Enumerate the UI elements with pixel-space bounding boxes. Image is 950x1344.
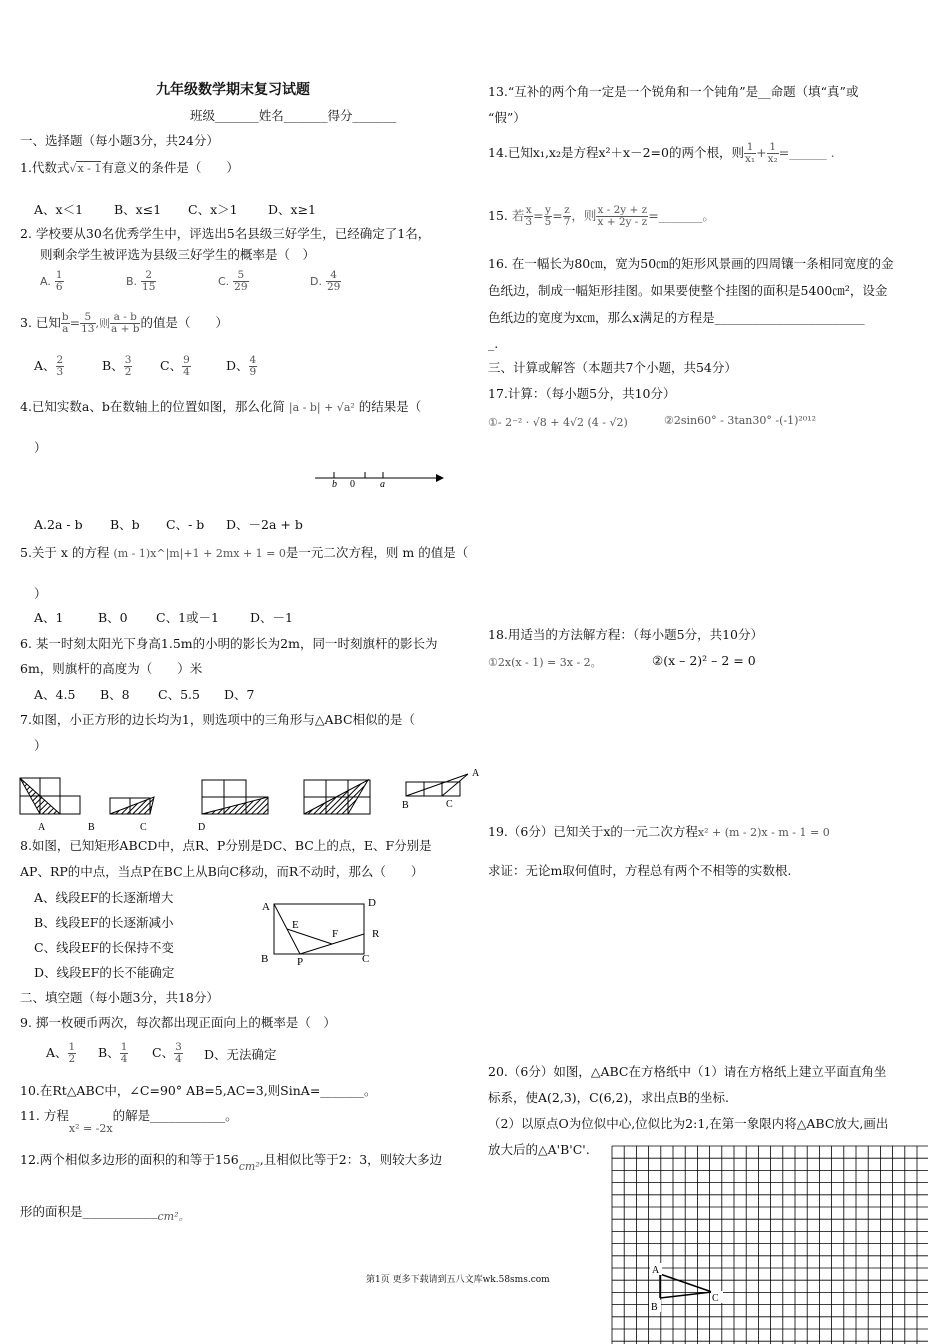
- reference-triangle-abc: [402, 768, 480, 811]
- question-4: 4.已知实数a、b在数轴上的位置如图，那么化简 |a - b| + √a² 的结果是（: [20, 399, 422, 414]
- q1-stem-a: 1.代数式: [20, 160, 70, 175]
- svg-text:F: F: [332, 928, 339, 940]
- svg-text:R: R: [372, 928, 380, 940]
- svg-text:B: B: [402, 800, 409, 811]
- question-16-line3: 色纸边的宽度为x㎝，那么x满足的方程是________________________: [488, 310, 865, 325]
- q17-part-2: ②2sin60° - 3tan30° -(-1)²⁰¹²: [664, 414, 817, 427]
- axis-label-zero: 0: [350, 479, 355, 490]
- q19-expression: x² + (m - 2)x - m - 1 = 0: [697, 826, 830, 839]
- section-fill-heading: 二、填空题（每小题3分，共18分）: [20, 990, 219, 1005]
- question-8-line1: 8.如图，已知矩形ABCD中，点R、P分别是DC、BC上的点，E、F分别是: [20, 838, 432, 853]
- q5-option-d: D、－1: [250, 610, 293, 625]
- page-title: 九年级数学期末复习试题: [156, 82, 310, 98]
- question-6-line2: 6m，则旗杆的高度为（ ）米: [20, 661, 203, 676]
- axis-label-b: b: [332, 479, 337, 490]
- question-16-line1: 16. 在一幅长为80㎝，宽为50㎝的矩形风景画的四周镶一条相同宽度的金: [488, 256, 894, 271]
- q5-option-c: C、1或－1: [156, 610, 219, 625]
- question-20-line3: （2）以原点O为位似中心,位似比为2:1,在第一象限内将△ABC放大,画出: [488, 1116, 889, 1131]
- question-19-line2: 求证：无论m取何值时，方程总有两个不相等的实数根.: [488, 863, 792, 878]
- q5-paren: ）: [34, 586, 47, 601]
- question-1: [20, 160, 239, 175]
- grid-lines: [612, 1146, 928, 1344]
- question-12-line1: 12.两个相似多边形的面积的和等于156cm²,且相似比等于2：3，则较大多边: [20, 1152, 443, 1173]
- q6-option-d: D、7: [224, 687, 255, 702]
- q1-radical: √x - 1: [69, 162, 102, 175]
- q1-stem-b: 有意义的条件是（ ）: [101, 160, 239, 175]
- q5-option-a: A、1: [34, 610, 64, 625]
- q3-option-d: D、 $\frac{4}{9}$: [226, 354, 257, 379]
- q4-option-d: D、－2a + b: [226, 517, 303, 532]
- svg-text:A: A: [262, 901, 270, 913]
- q6-option-b: B、8: [100, 687, 130, 702]
- option-c-figure: [198, 780, 268, 833]
- grid-label-a: A: [652, 1265, 660, 1276]
- question-9: 9. 掷一枚硬币两次，每次都出现正面向上的概率是（ ）: [20, 1015, 336, 1030]
- option-b-figure: [88, 797, 154, 833]
- svg-text:C: C: [446, 799, 453, 810]
- q8-option-c: C、线段EF的长保持不变: [34, 940, 174, 955]
- q1-option-d: D、x≥1: [268, 202, 316, 217]
- q4-option-b: B、b: [110, 517, 140, 532]
- q3-option-b: B、 $\frac{3}{2}$: [102, 354, 132, 379]
- q3-option-c: C、 $\frac{9}{4}$: [160, 354, 190, 379]
- question-13-line2: “假”）: [488, 110, 526, 125]
- q5-option-b: B、0: [98, 610, 128, 625]
- q4-option-a: A.2a - b: [34, 517, 83, 532]
- question-5: 5.关于 x 的方程 (m - 1)x^|m|+1 + 2mx + 1 = 0是一元二次方程，则 m 的值是（: [20, 545, 469, 560]
- rectangle-abcd-figure: [258, 892, 388, 968]
- q2-option-c: C. $\frac{5}{29}$: [218, 269, 248, 294]
- question-16-line2: 色纸边，制成一幅矩形挂图。如果要使整个挂图的面积是5400㎝²，设金: [488, 283, 888, 298]
- q1-option-c: C、x＞1: [188, 202, 238, 217]
- q4-paren: ）: [34, 440, 47, 455]
- question-8-line2: AP、RP的中点，当点P在BC上从B向C移动，而R不动时，那么（ ）: [20, 864, 424, 879]
- question-16-line4: _.: [488, 336, 499, 351]
- question-20-line1: 20.（6分）如图，△ABC在方格纸中（1）请在方格纸上建立平面直角坐: [488, 1064, 887, 1079]
- section-solve-heading: 三、计算或解答（本题共7个小题，共54分）: [488, 360, 737, 375]
- grid-label-c: C: [712, 1293, 719, 1304]
- square-grid-paper: [612, 1146, 928, 1344]
- question-20-line4: 放大后的△A'B'C'.: [488, 1142, 590, 1157]
- q4-expression: |a - b| + √a²: [288, 401, 355, 414]
- q4-option-c: C、- b: [166, 517, 205, 532]
- student-info-line: 班级_______姓名_______得分_______: [190, 108, 397, 123]
- question-17: 17.计算：（每小题5分，共10分）: [488, 386, 676, 401]
- question-6-line1: 6. 某一时刻太阳光下身高1.5m的小明的影长为2m，同一时刻旗杆的影长为: [20, 636, 438, 651]
- svg-text:P: P: [297, 956, 304, 968]
- q9-option-d: D、无法确定: [204, 1047, 277, 1062]
- q1-option-b: B、x≤1: [114, 202, 162, 217]
- question-3: 3. 已知 $\frac{b}{a}$ = $\frac{5}{13}$ ,则 $\frac{a - b}{a + b}$ 的值是（ ）: [20, 311, 228, 336]
- q2-option-d: D. $\frac{4}{29}$: [310, 269, 341, 294]
- question-7: 7.如图，小正方形的边长均为1，则选项中的三角形与△ABC相似的是（: [20, 712, 416, 727]
- q3-option-a: A、 $\frac{2}{3}$: [34, 354, 64, 379]
- q9-option-a: A、 $\frac{1}{2}$: [46, 1041, 76, 1066]
- svg-text:A: A: [472, 768, 480, 779]
- q5-expression: (m - 1)x^|m|+1 + 2mx + 1 = 0: [113, 547, 286, 560]
- question-20-line2: 标系，使A(2,3)，C(6,2)，求出点B的坐标.: [488, 1090, 730, 1105]
- axis-label-a: a: [380, 479, 385, 490]
- q6-option-c: C、5.5: [158, 687, 200, 702]
- q8-option-a: A、线段EF的长逐渐增大: [34, 890, 174, 905]
- q18-part-2: ②(x – 2)² – 2 = 0: [652, 653, 756, 668]
- q2-option-b: B. $\frac{2}{15}$: [126, 269, 156, 294]
- svg-text:D: D: [198, 822, 206, 833]
- question-18: 18.用适当的方法解方程：（每小题5分，共10分）: [488, 627, 763, 642]
- question-12-line2: 形的面积是____________cm²。: [20, 1204, 190, 1223]
- q2-option-a: A. $\frac{1}{6}$: [40, 269, 63, 294]
- question-15: 15. 若 $\frac{x}{3}$ = $\frac{y}{5}$ = $\frac{z}{7}$ ，则 $\frac{x - 2y + z}{x + 2y - z}$ =_______。: [488, 204, 715, 229]
- grid-label-b: B: [651, 1302, 658, 1313]
- question-14: 14.已知x₁,x₂是方程x²＋x－2=0的两个根，则 $\frac{1}{\text{x₁}}$ + $\frac{1}{\text{x₂}}$ =______ .: [488, 141, 835, 166]
- option-d-figure: [304, 780, 370, 814]
- q1-option-a: A、x＜1: [34, 202, 84, 217]
- option-a-figure: [20, 778, 80, 833]
- question-13-line1: 13.“互补的两个角一定是一个锐角和一个钝角”是__命题（填“真”或: [488, 84, 859, 99]
- question-2-line2: 则剩余学生被评选为县级三好学生的概率是（ ）: [40, 247, 316, 262]
- q9-option-b: B、 $\frac{1}{4}$: [98, 1041, 128, 1066]
- section-choice-heading: 一、选择题（每小题3分，共24分）: [20, 133, 219, 148]
- number-line-figure: [310, 464, 445, 492]
- grid-triangle-abc: [649, 1263, 723, 1313]
- q7-paren: ）: [34, 738, 47, 753]
- question-11: 11. 方程x² = -2x的解是____________。: [20, 1108, 238, 1135]
- question-10: 10.在Rt△ABC中，∠C=90° AB=5,AC=3,则SinA=_______。: [20, 1083, 377, 1098]
- page-footer: 第1页 更多下载请到五八文库wk.58sms.com: [366, 1275, 550, 1285]
- question-19: 19.（6分）已知关于x的一元二次方程x² + (m - 2)x - m - 1 = 0: [488, 824, 830, 839]
- similar-triangles-figure: [18, 764, 488, 834]
- svg-text:C: C: [362, 953, 370, 965]
- q8-option-d: D、线段EF的长不能确定: [34, 965, 175, 980]
- svg-text:B: B: [88, 822, 95, 833]
- q17-part-1: ①- 2⁻² · √8 + 4√2 (4 - √2): [488, 416, 628, 429]
- svg-text:B: B: [261, 953, 269, 965]
- svg-text:E: E: [292, 919, 299, 931]
- q18-part-1: ①2x(x - 1) = 3x - 2。: [488, 656, 602, 669]
- svg-text:C: C: [140, 822, 147, 833]
- q9-option-c: C、 $\frac{3}{4}$: [152, 1041, 182, 1066]
- question-2-line1: 2. 学校要从30名优秀学生中，评选出5名县级三好学生，已经确定了1名，: [20, 226, 431, 241]
- q8-option-b: B、线段EF的长逐渐减小: [34, 915, 174, 930]
- svg-text:D: D: [368, 897, 376, 909]
- svg-text:A: A: [38, 822, 46, 833]
- q6-option-a: A、4.5: [34, 687, 76, 702]
